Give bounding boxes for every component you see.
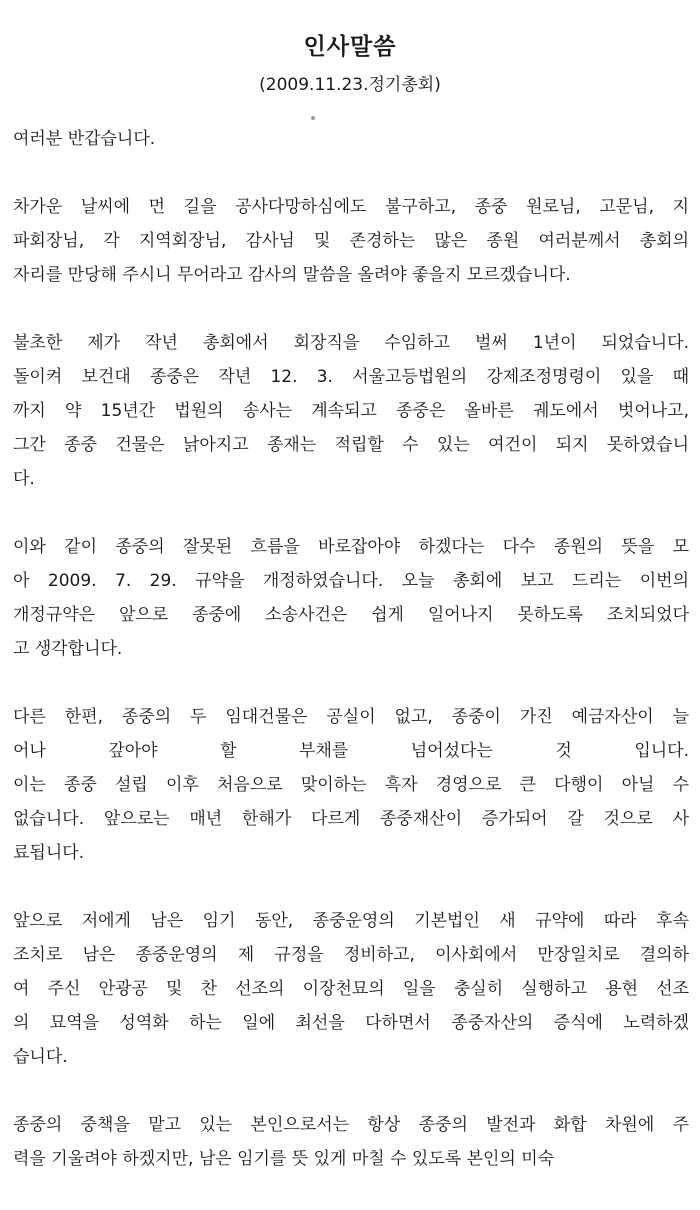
paragraph-line: 앞으로 저에게 남은 임기 동안, 종중운영의 기본법인 새 규약에 따라 후속 [13, 911, 689, 931]
paragraph-line: 그간 종중 건물은 낡아지고 종재는 적립할 수 있는 여건이 되지 못하였습니 [13, 435, 689, 455]
paragraph-line: 여러분 반갑습니다. [13, 129, 156, 149]
paragraph-line: 습니다. [13, 1047, 68, 1067]
paragraph-line: 이는 종중 설립 이후 처음으로 맞이하는 흑자 경영으로 큰 다행이 아닐 수 [13, 775, 689, 795]
paragraph-line: 없습니다. 앞으로는 매년 한해가 다르게 종중재산이 증가되어 갈 것으로 사 [13, 809, 689, 829]
paragraph-line: 파회장님, 각 지역회장님, 감사님 및 존경하는 많은 종원 여러분께서 총회의 [13, 231, 689, 251]
paragraph-line: 고 생각합니다. [13, 639, 123, 659]
paragraph [13, 190, 689, 292]
paragraph [13, 1108, 689, 1176]
paragraph [13, 326, 689, 496]
paragraph-line: 종중의 중책을 맡고 있는 본인으로서는 항상 종중의 발전과 화합 차원에 주 [13, 1115, 689, 1135]
paragraph-line: 자리를 만당해 주시니 무어라고 감사의 말씀을 올려야 좋을지 모르겠습니다. [13, 265, 571, 285]
paragraph-line: 어나 갚아야 할 부채를 넘어섰다는 것 입니다. [13, 741, 689, 761]
paragraph-line: 력을 기울려야 하겠지만, 남은 임기를 뜻 있게 마칠 수 있도록 본인의 미숙 [13, 1149, 555, 1169]
paragraph-line: 돌이켜 보건대 종중은 작년 12. 3. 서울고등법원의 강제조정명령이 있을 때 [13, 367, 689, 387]
document-title: 인사말씀 [303, 34, 397, 60]
paragraph [13, 122, 689, 156]
paragraph-line: 차가운 날씨에 먼 길을 공사다망하심에도 불구하고, 종중 원로님, 고문님, 지 [13, 197, 689, 217]
paragraph-line: 불초한 제가 작년 총회에서 회장직을 수임하고 벌써 1년이 되었습니다. [13, 333, 689, 353]
paragraph [13, 530, 689, 666]
paragraph-line: 까지 약 15년간 법원의 송사는 계속되고 종중은 올바른 궤도에서 벗어나고, [13, 401, 689, 421]
document-body [13, 122, 689, 1210]
scan-speck [311, 116, 315, 120]
paragraph-line: 다. [13, 469, 35, 489]
paragraph-line: 의 묘역을 성역화 하는 일에 최선을 다하면서 종중자산의 증식에 노력하겠 [13, 1013, 689, 1033]
paragraph-line: 개정규약은 앞으로 종중에 소송사건은 쉽게 일어나지 못하도록 조치되었다 [13, 605, 689, 625]
paragraph-line: 이와 같이 종중의 잘못된 흐름을 바로잡아야 하겠다는 다수 종원의 뜻을 모 [13, 537, 689, 557]
paragraph [13, 904, 689, 1074]
paragraph-line: 조치로 남은 종중운영의 제 규정을 정비하고, 이사회에서 만장일치로 결의하 [13, 945, 689, 965]
paragraph-line: 료됩니다. [13, 843, 85, 863]
paragraph-line: 다른 한편, 종중의 두 임대건물은 공실이 없고, 종중이 가진 예금자산이 늘 [13, 707, 689, 727]
document-subtitle: (2009.11.23.정기총회) [259, 75, 441, 95]
paragraph-line: 아 2009. 7. 29. 규약을 개정하였습니다. 오늘 총회에 보고 드리는 이번의 [13, 571, 689, 591]
paragraph [13, 700, 689, 870]
paragraph-line: 여 주신 안광공 및 찬 선조의 이장천묘의 일을 충실히 실행하고 용현 선조 [13, 979, 689, 999]
